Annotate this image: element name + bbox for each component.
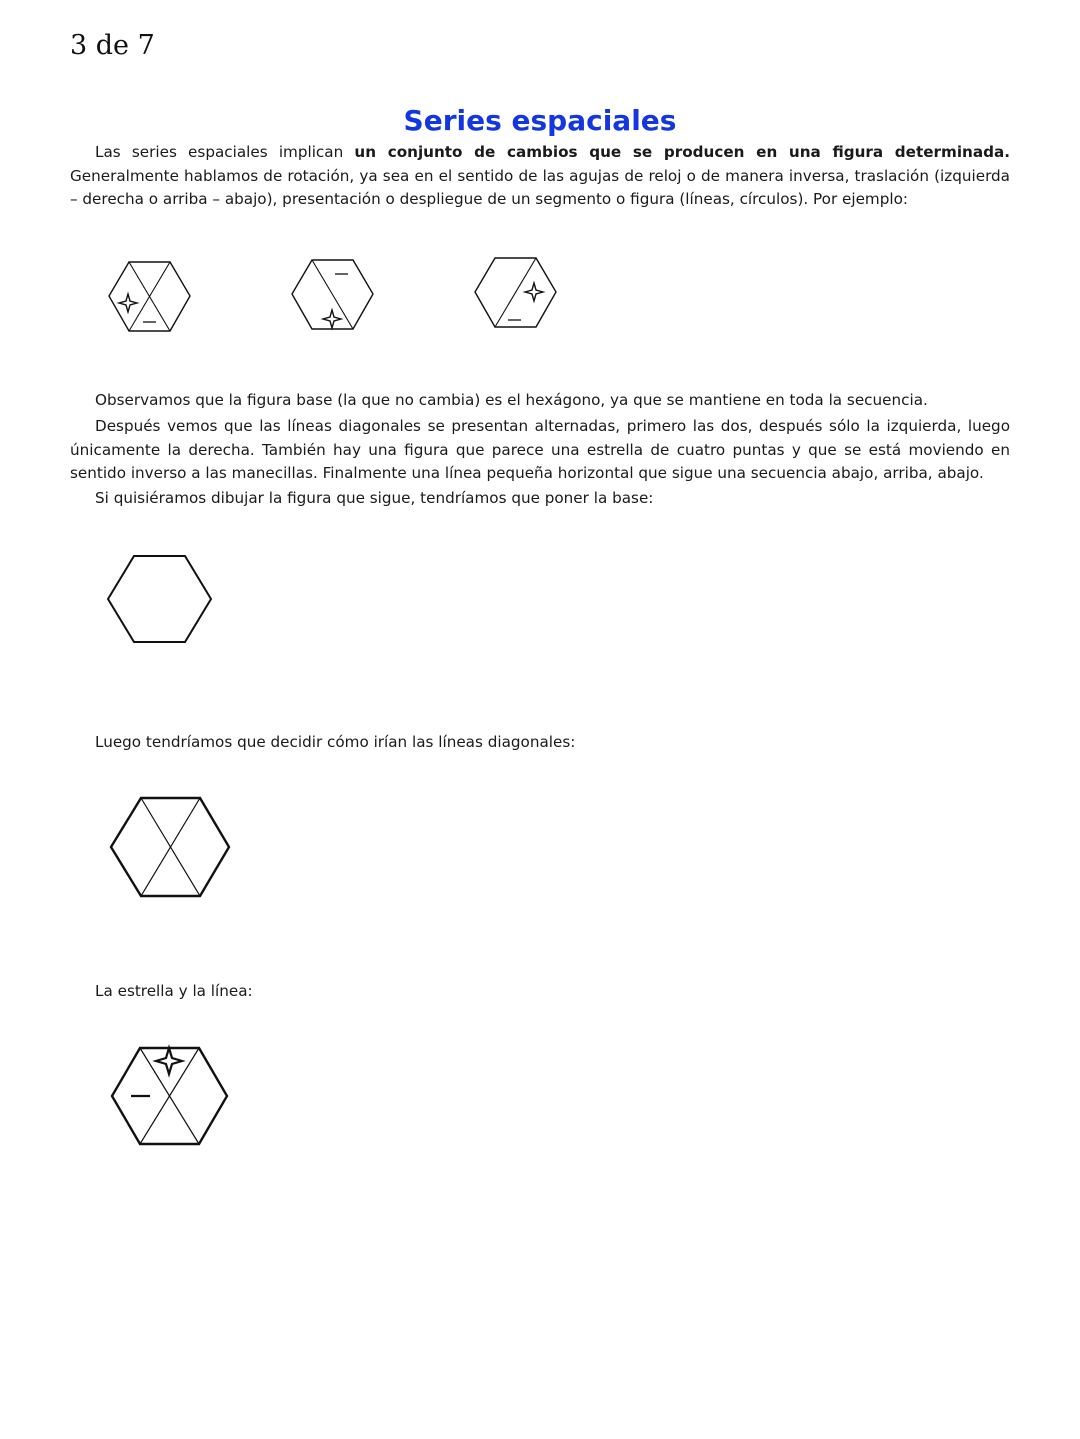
intro-bold-text: un conjunto de cambios que se producen en una figura determinada. bbox=[354, 143, 1010, 161]
diagonals-paragraph: Después vemos que las líneas diagonales se presentan alternadas, primero las dos, después sólo la izquierda, luego únicamente la derecha. También hay una figura que parece una estrella de cuatro puntas y que se está moviendo en sentido inverso a las manecillas. Finalmente una línea pequeña horizontal que sigue una secuencia abajo, arriba, abajo. bbox=[70, 417, 1010, 482]
four-point-star-icon bbox=[119, 294, 137, 312]
diagonal-left bbox=[312, 260, 353, 329]
step-base-hexagon bbox=[100, 548, 220, 648]
page-number: 3 de 7 bbox=[70, 30, 155, 61]
sequence-figure-3 bbox=[466, 250, 566, 334]
sequence-figure-1 bbox=[100, 254, 200, 338]
observation-paragraph: Observamos que la figura base (la que no cambia) es el hexágono, ya que se mantiene en toda la secuencia. bbox=[95, 391, 928, 409]
hexagon-outline bbox=[108, 556, 211, 642]
step-hexagon-star-line bbox=[104, 1040, 236, 1150]
diagonals-step-paragraph: Luego tendríamos que decidir cómo irían las líneas diagonales: bbox=[95, 733, 576, 751]
intro-text-start: Las series espaciales implican bbox=[95, 143, 355, 161]
step-hexagon-diagonals bbox=[102, 790, 238, 902]
four-point-star-icon bbox=[156, 1048, 182, 1074]
sequence-figure-2 bbox=[283, 252, 383, 336]
intro-paragraph bbox=[70, 141, 1010, 212]
diagonal-right bbox=[495, 258, 536, 327]
page-title: Series espaciales bbox=[403, 104, 677, 137]
intro-text-end: Generalmente hablamos de rotación, ya sea en el sentido de las agujas de reloj o de manera inversa, traslación (izquierda – derecha o arriba – abajo), presentación o despliegue de un segmento o figura (líneas, círculos). Por ejemplo: bbox=[70, 166, 1010, 208]
four-point-star-icon bbox=[323, 310, 341, 328]
star-line-paragraph: La estrella y la línea: bbox=[95, 982, 253, 1000]
next-figure-paragraph: Si quisiéramos dibujar la figura que sigue, tendríamos que poner la base: bbox=[95, 489, 654, 507]
four-point-star-icon bbox=[525, 283, 543, 301]
